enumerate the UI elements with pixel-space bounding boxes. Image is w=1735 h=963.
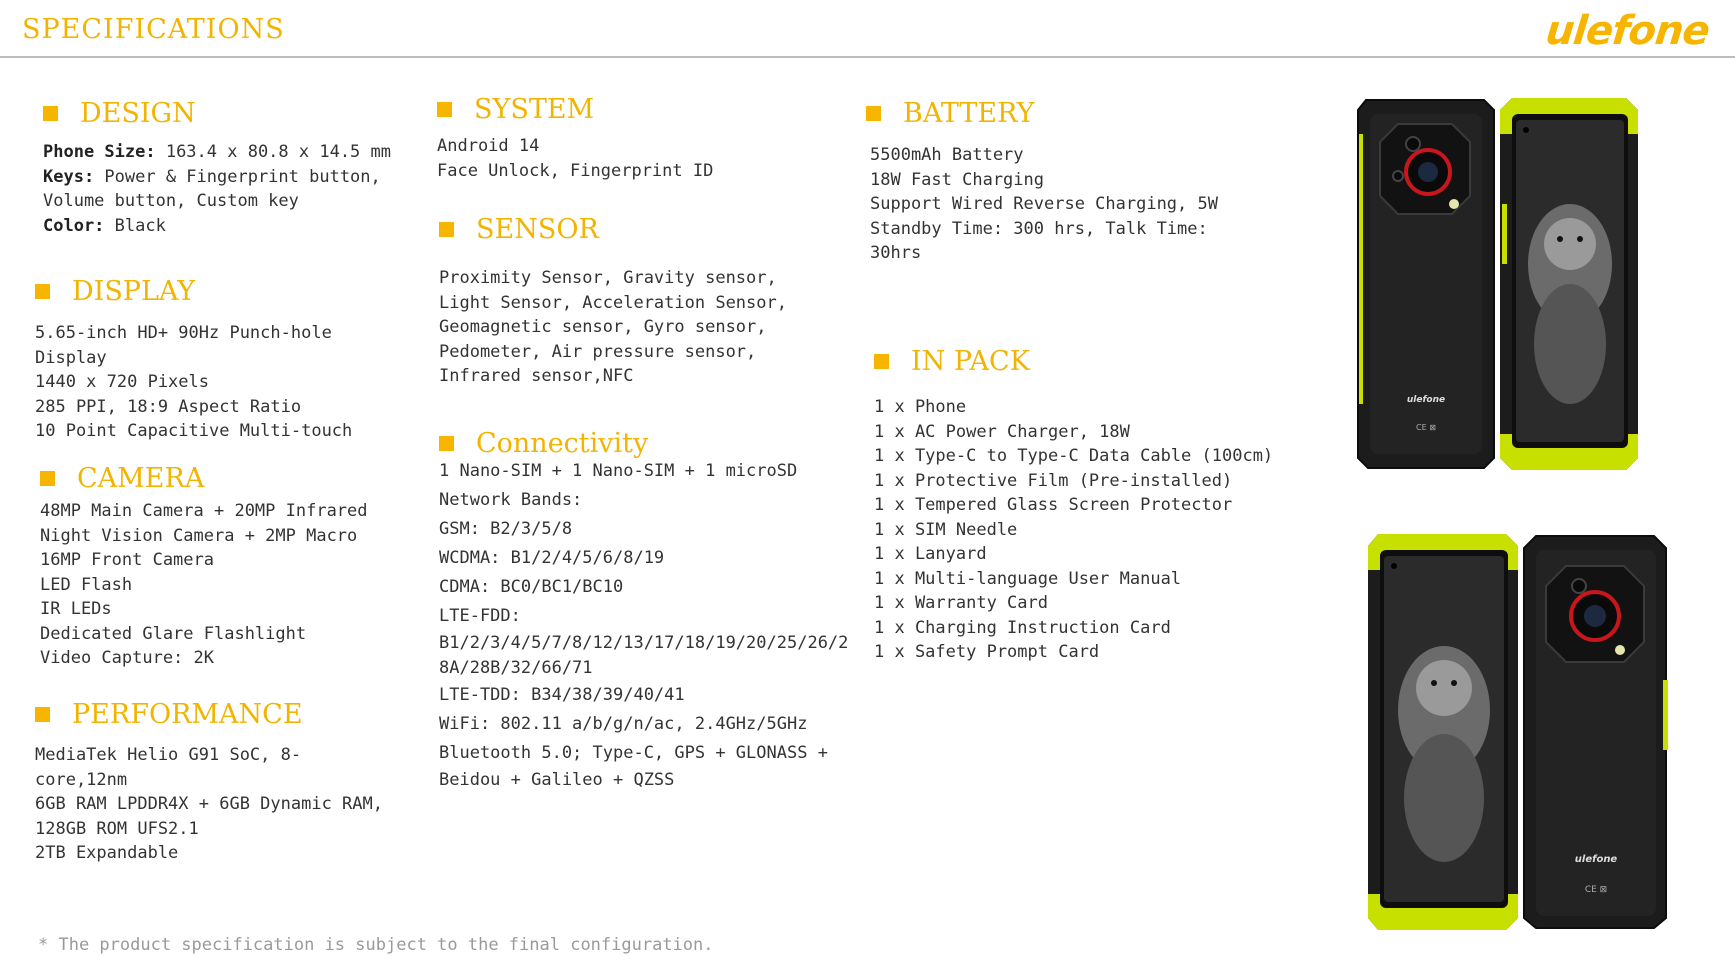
spec-line: 30hrs bbox=[870, 243, 922, 263]
spec-line: 5500mAh Battery bbox=[870, 145, 1024, 165]
footnote: * The product specification is subject to the final configuration. bbox=[38, 935, 714, 955]
spec-line: 1 x Type-C to Type-C Data Cable (100cm) bbox=[874, 446, 1274, 466]
ce-mark-icon: CE ⊠ bbox=[1416, 423, 1436, 432]
spec-line: 1 x Charging Instruction Card bbox=[874, 617, 1171, 638]
spec-line: 285 PPI, 18:9 Aspect Ratio bbox=[35, 396, 302, 417]
spec-line: 1 x Warranty Card bbox=[874, 593, 1048, 613]
spec-line: 2TB Expandable bbox=[35, 843, 179, 863]
section-title: SENSOR bbox=[476, 213, 599, 245]
connectivity-lines bbox=[439, 457, 848, 792]
bullet-square-icon bbox=[439, 222, 454, 237]
spec-line: Night Vision Camera + 2MP Macro bbox=[40, 525, 358, 546]
spec-line: 16MP Front Camera bbox=[40, 550, 214, 570]
spec-line: LTE-FDD: bbox=[439, 606, 521, 626]
spec-line: 1 x Multi-language User Manual bbox=[874, 568, 1182, 589]
phone-front bbox=[1368, 534, 1518, 930]
bullet-square-icon bbox=[40, 471, 55, 486]
phone-brand-label: ulefone bbox=[1574, 854, 1618, 865]
spec-line: Standby Time: 300 hrs, Talk Time: bbox=[870, 218, 1208, 239]
phone-front bbox=[1500, 98, 1638, 470]
section-title: DESIGN bbox=[80, 97, 196, 129]
spec-line: Volume button, Custom key bbox=[43, 191, 299, 211]
spec-line: 18W Fast Charging bbox=[870, 169, 1044, 190]
spec-line: 1440 x 720 Pixels bbox=[35, 372, 209, 392]
section-title: IN PACK bbox=[911, 345, 1030, 377]
spec-line: Beidou + Galileo + QZSS bbox=[439, 770, 675, 790]
spec-line: WCDMA: B1/2/4/5/6/8/19 bbox=[439, 548, 665, 568]
bullet-square-icon bbox=[866, 106, 881, 121]
spec-line: 1 x Phone bbox=[874, 397, 967, 417]
bullet-square-icon bbox=[439, 436, 454, 451]
spec-line: B1/2/3/4/5/7/8/12/13/17/18/19/20/25/26/2 bbox=[439, 633, 849, 653]
spec-line: 8A/28B/32/66/71 bbox=[439, 658, 593, 678]
section-sensor bbox=[439, 212, 787, 389]
spec-line: 1 x Safety Prompt Card bbox=[874, 642, 1100, 662]
spec-line: Light Sensor, Acceleration Sensor, bbox=[439, 292, 787, 313]
spec-line: LED Flash bbox=[40, 574, 133, 595]
battery-lines bbox=[870, 143, 1218, 266]
brand-logo: ulefone bbox=[1543, 8, 1712, 54]
section-performance bbox=[35, 697, 383, 866]
spec-line: 6GB RAM LPDDR4X + 6GB Dynamic RAM, bbox=[35, 794, 383, 814]
spec-line: Face Unlock, Fingerprint ID bbox=[437, 160, 714, 181]
section-title: PERFORMANCE bbox=[72, 698, 303, 730]
phone-image-bottom bbox=[1366, 530, 1676, 930]
section-design bbox=[43, 96, 391, 238]
spec-line: Video Capture: 2K bbox=[40, 648, 214, 668]
spec-line: MediaTek Helio G91 SoC, 8- bbox=[35, 745, 302, 765]
spec-line: Display bbox=[35, 347, 107, 368]
spec-line: Dedicated Glare Flashlight bbox=[40, 623, 307, 644]
spec-line: 128GB ROM UFS2.1 bbox=[35, 818, 199, 839]
section-connectivity bbox=[439, 426, 848, 792]
section-battery bbox=[866, 96, 1218, 266]
camera-lines bbox=[40, 499, 368, 671]
spec-line: Geomagnetic sensor, Gyro sensor, bbox=[439, 317, 767, 337]
bullet-square-icon bbox=[35, 707, 50, 722]
phone-back bbox=[1524, 536, 1668, 928]
phone-back bbox=[1358, 100, 1494, 468]
spec-line: 48MP Main Camera + 20MP Infrared bbox=[40, 501, 368, 521]
spec-line: IR LEDs bbox=[40, 599, 112, 619]
bullet-square-icon bbox=[874, 354, 889, 369]
spec-line: Phone Size: 163.4 x 80.8 x 14.5 mm bbox=[43, 142, 391, 162]
design-lines bbox=[43, 140, 391, 238]
spec-line: Network Bands: bbox=[439, 490, 583, 510]
spec-line: Infrared sensor,NFC bbox=[439, 366, 634, 386]
phone-image-top bbox=[1356, 94, 1642, 470]
spec-line: Color: Black bbox=[43, 215, 166, 236]
spec-line: Pedometer, Air pressure sensor, bbox=[439, 341, 757, 362]
bullet-square-icon bbox=[43, 106, 58, 121]
spec-line: 1 Nano-SIM + 1 Nano-SIM + 1 microSD bbox=[439, 461, 798, 481]
spec-line: 1 x Tempered Glass Screen Protector bbox=[874, 495, 1233, 515]
in-pack-lines bbox=[874, 395, 1273, 665]
performance-lines bbox=[35, 743, 383, 866]
spec-line: WiFi: 802.11 a/b/g/n/ac, 2.4GHz/5GHz bbox=[439, 714, 808, 734]
spec-line: core,12nm bbox=[35, 769, 128, 790]
phone-brand-label: ulefone bbox=[1406, 395, 1446, 405]
spec-line: 5.65-inch HD+ 90Hz Punch-hole bbox=[35, 323, 332, 343]
section-in-pack bbox=[874, 344, 1273, 665]
header-divider bbox=[0, 56, 1735, 58]
spec-line: 10 Point Capacitive Multi-touch bbox=[35, 421, 353, 441]
system-lines bbox=[437, 134, 713, 183]
bullet-square-icon bbox=[35, 284, 50, 299]
section-camera bbox=[40, 461, 368, 671]
spec-line: Bluetooth 5.0; Type-C, GPS + GLONASS + bbox=[439, 743, 828, 763]
spec-line: CDMA: BC0/BC1/BC10 bbox=[439, 577, 624, 597]
ce-mark-icon: CE ⊠ bbox=[1584, 885, 1608, 895]
section-title: DISPLAY bbox=[72, 275, 196, 307]
spec-line: 1 x SIM Needle bbox=[874, 519, 1018, 540]
section-title: Connectivity bbox=[476, 427, 649, 459]
spec-line: Proximity Sensor, Gravity sensor, bbox=[439, 268, 777, 288]
page-title: SPECIFICATIONS bbox=[22, 14, 285, 45]
display-lines bbox=[35, 321, 352, 444]
bullet-square-icon bbox=[437, 102, 452, 117]
spec-line: 1 x AC Power Charger, 18W bbox=[874, 421, 1130, 442]
spec-line: Android 14 bbox=[437, 136, 540, 156]
spec-line: 1 x Lanyard bbox=[874, 544, 987, 564]
spec-line: 1 x Protective Film (Pre-installed) bbox=[874, 470, 1233, 491]
spec-line: GSM: B2/3/5/8 bbox=[439, 519, 573, 539]
section-title: CAMERA bbox=[77, 462, 205, 494]
spec-line: Support Wired Reverse Charging, 5W bbox=[870, 194, 1218, 214]
spec-line: LTE-TDD: B34/38/39/40/41 bbox=[439, 685, 685, 705]
spec-line: Keys: Power & Fingerprint button, bbox=[43, 166, 381, 187]
section-display bbox=[35, 274, 352, 444]
section-title: SYSTEM bbox=[474, 93, 595, 125]
sensor-lines bbox=[439, 266, 787, 389]
section-title: BATTERY bbox=[903, 97, 1035, 129]
section-system bbox=[437, 92, 713, 183]
